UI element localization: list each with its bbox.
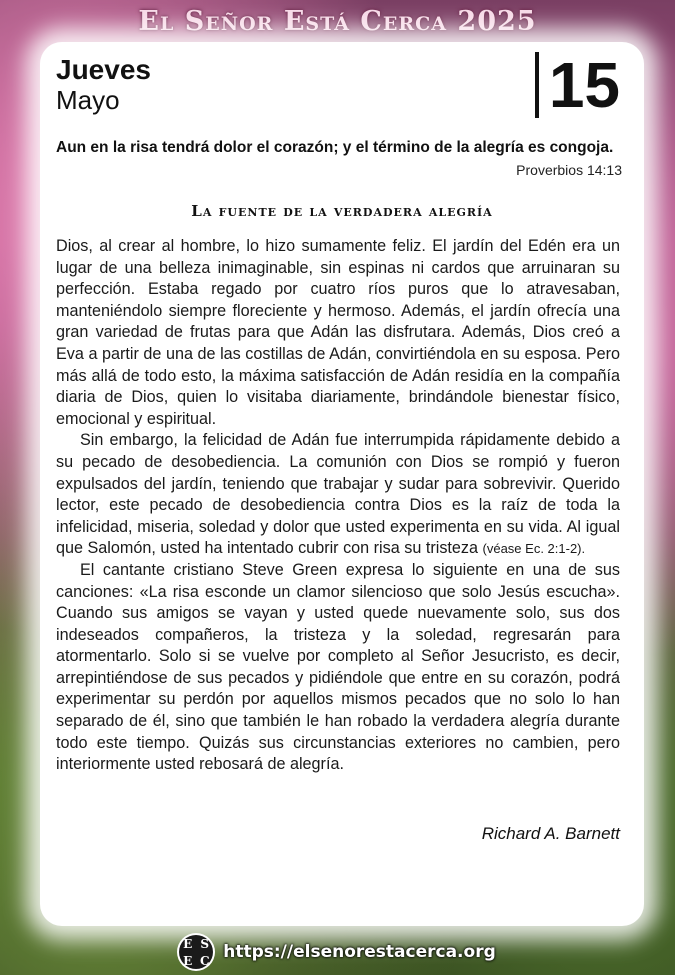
banner-title: El Señor Está Cerca 2025 [138,6,537,37]
paragraph-1: Dios, al crear al hombre, lo hizo sumamente feliz. El jardín del Edén era un lugar de una belleza inimaginable, sin espinas ni cardos que arruinaran su perfección. Estaba regado por cuatro ríos puros que lo atravesaban, manteniéndolo siempre floreciente y hermoso. Además, el jardín ofrecía una gran variedad de frutas para que Adán las disfrutara. Además, Dios creó a Eva a partir de una de las costillas de Adán, convirtiéndola en su esposa. Pero más allá de todo esto, la máxima satisfacción de Adán residía en la compañía diaria de Dios, quien lo visitaba diariamente, brindándole bienestar físico, emocional y espiritual. [56,237,620,428]
devotional-page [40,42,644,926]
website-link[interactable]: https://elsenorestacerca.org [223,942,496,962]
weekday: Jueves [56,54,151,85]
author: Richard A. Barnett [481,824,620,843]
logo-letter: S [200,936,210,951]
date-header [56,56,151,116]
paragraph-2 [56,430,620,560]
logo-letter: E [183,936,193,951]
verse-reference: Proverbios 14:13 [516,162,622,178]
logo-letter: C [199,953,210,968]
paragraph-3: El cantante cristiano Steve Green expresa lo siguiente en una de sus canciones: «La risa esconde un clamor silencioso que solo Jesús escucha». Cuando sus amigos se vayan y usted quede nuevamente solo, sus dos indeseados compañeros, la tristeza y la soledad, regresarán para atormentarlo. Solo si se vuelve por completo al Señor Jesucristo, es decir, arrepintiéndose de sus pecados y pidiéndole que entre en su corazón, podrá experimentar su perdón por aquellos mismos pecados que no solo lo han separado de él, sino que también le han robado la verdadera alegría durante todo este tiempo. Quizás sus circunstancias exteriores no cambien, pero interiormente usted rebosará de alegría. [56,560,620,774]
paragraph-2-text: Sin embargo, la felicidad de Adán fue interrumpida rápidamente debido a su pecado de desobediencia. La comunión con Dios se rompió y fueron expulsados del jardín, teniendo que trabajar y sudar para sobrevivir. Querido lector, este pecado de desobediencia contra Dios es la raíz de toda la infelicidad, miseria, soledad y dolor que usted experimenta en su vida. Al igual que Salomón, usted ha intentado cubrir con risa su tristeza [56,431,620,558]
month: Mayo [56,85,120,115]
section-title: La fuente de la verdadera alegría [191,202,493,220]
day-number: 15 [535,52,620,118]
devotional-body [56,236,620,776]
logo-letter: E [183,953,193,968]
verse-text: Aun en la risa tendrá dolor el corazón; y el término de la alegría es congoja. [56,139,614,156]
scripture-reference: (véase Ec. 2:1-2). [482,541,586,557]
footer [0,934,675,970]
esec-logo-icon [179,935,213,969]
